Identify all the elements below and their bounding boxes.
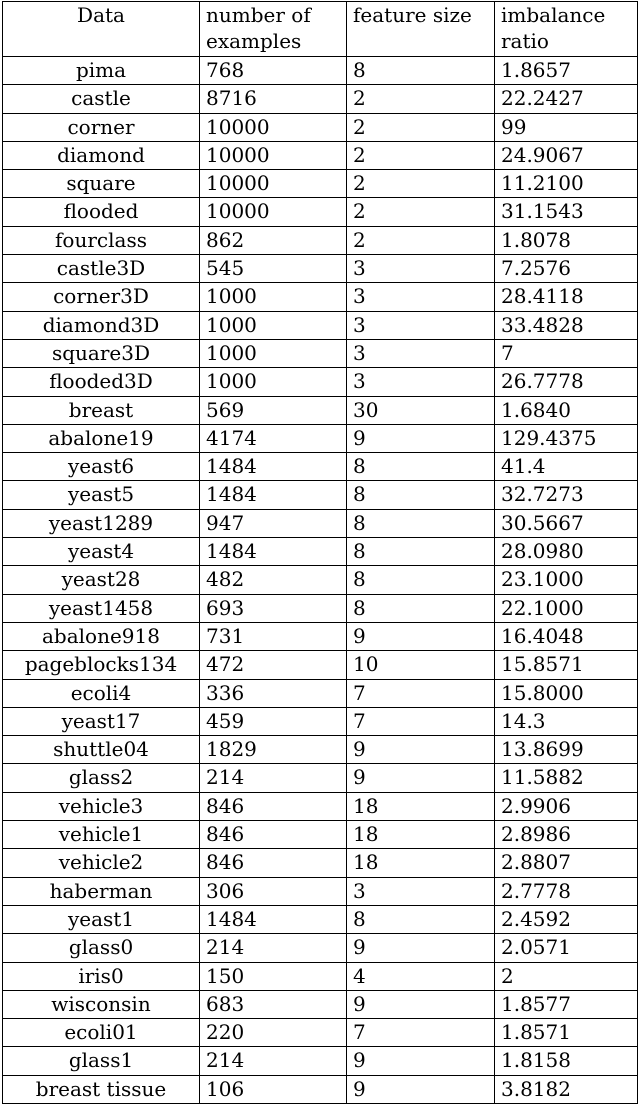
table-body (3, 57, 638, 1104)
header-data: Data (3, 2, 200, 57)
table-row (3, 736, 638, 764)
dataset-name-cell: corner (3, 113, 200, 141)
imbalance-ratio-cell: 2.0571 (495, 934, 638, 962)
feature-size-cell: 9 (347, 736, 495, 764)
feature-size-cell: 18 (347, 821, 495, 849)
examples-cell: 768 (200, 57, 347, 85)
feature-size-cell: 3 (347, 339, 495, 367)
table-row (3, 57, 638, 85)
table-row (3, 1075, 638, 1103)
dataset-name-cell: square3D (3, 339, 200, 367)
imbalance-ratio-cell: 1.8158 (495, 1047, 638, 1075)
feature-size-cell: 3 (347, 368, 495, 396)
feature-size-cell: 7 (347, 707, 495, 735)
dataset-name-cell: vehicle1 (3, 821, 200, 849)
table-row (3, 877, 638, 905)
examples-cell: 731 (200, 622, 347, 650)
table-row (3, 962, 638, 990)
table-row (3, 170, 638, 198)
dataset-name-cell: breast tissue (3, 1075, 200, 1103)
feature-size-cell: 9 (347, 424, 495, 452)
dataset-name-cell: fourclass (3, 226, 200, 254)
imbalance-ratio-cell: 129.4375 (495, 424, 638, 452)
table-row (3, 424, 638, 452)
imbalance-ratio-cell: 15.8000 (495, 679, 638, 707)
dataset-name-cell: yeast6 (3, 453, 200, 481)
dataset-name-cell: glass2 (3, 764, 200, 792)
header-row (3, 2, 638, 57)
examples-cell: 1484 (200, 538, 347, 566)
table-row (3, 339, 638, 367)
examples-cell: 1000 (200, 283, 347, 311)
dataset-name-cell: corner3D (3, 283, 200, 311)
table-row (3, 85, 638, 113)
imbalance-ratio-cell: 28.4118 (495, 283, 638, 311)
examples-cell: 4174 (200, 424, 347, 452)
examples-cell: 1484 (200, 453, 347, 481)
examples-cell: 545 (200, 255, 347, 283)
table-header (3, 2, 638, 57)
table-row (3, 396, 638, 424)
examples-cell: 1000 (200, 368, 347, 396)
feature-size-cell: 18 (347, 792, 495, 820)
table-row (3, 311, 638, 339)
table-row (3, 566, 638, 594)
table-row (3, 141, 638, 169)
dataset-name-cell: pageblocks134 (3, 651, 200, 679)
imbalance-ratio-cell: 2.7778 (495, 877, 638, 905)
feature-size-cell: 30 (347, 396, 495, 424)
examples-cell: 220 (200, 1019, 347, 1047)
table-row (3, 198, 638, 226)
dataset-name-cell: yeast4 (3, 538, 200, 566)
examples-cell: 683 (200, 990, 347, 1018)
dataset-name-cell: breast (3, 396, 200, 424)
feature-size-cell: 3 (347, 255, 495, 283)
imbalance-ratio-cell: 3.8182 (495, 1075, 638, 1103)
feature-size-cell: 9 (347, 764, 495, 792)
table-row (3, 481, 638, 509)
dataset-name-cell: ecoli4 (3, 679, 200, 707)
feature-size-cell: 3 (347, 283, 495, 311)
dataset-name-cell: yeast5 (3, 481, 200, 509)
feature-size-cell: 8 (347, 566, 495, 594)
imbalance-ratio-cell: 2.8986 (495, 821, 638, 849)
dataset-name-cell: diamond3D (3, 311, 200, 339)
dataset-name-cell: castle (3, 85, 200, 113)
table-row (3, 453, 638, 481)
dataset-name-cell: abalone19 (3, 424, 200, 452)
dataset-name-cell: square (3, 170, 200, 198)
table-row (3, 934, 638, 962)
examples-cell: 336 (200, 679, 347, 707)
examples-cell: 10000 (200, 198, 347, 226)
feature-size-cell: 8 (347, 538, 495, 566)
examples-cell: 1829 (200, 736, 347, 764)
dataset-name-cell: yeast1458 (3, 594, 200, 622)
examples-cell: 8716 (200, 85, 347, 113)
imbalance-ratio-cell: 1.6840 (495, 396, 638, 424)
feature-size-cell: 8 (347, 905, 495, 933)
feature-size-cell: 18 (347, 849, 495, 877)
imbalance-ratio-cell: 31.1543 (495, 198, 638, 226)
imbalance-ratio-cell: 1.8571 (495, 1019, 638, 1047)
feature-size-cell: 3 (347, 311, 495, 339)
dataset-name-cell: shuttle04 (3, 736, 200, 764)
imbalance-ratio-cell: 22.2427 (495, 85, 638, 113)
dataset-name-cell: vehicle2 (3, 849, 200, 877)
examples-cell: 214 (200, 934, 347, 962)
examples-cell: 10000 (200, 141, 347, 169)
imbalance-ratio-cell: 7.2576 (495, 255, 638, 283)
feature-size-cell: 8 (347, 481, 495, 509)
imbalance-ratio-cell: 41.4 (495, 453, 638, 481)
feature-size-cell: 2 (347, 226, 495, 254)
examples-cell: 10000 (200, 113, 347, 141)
feature-size-cell: 2 (347, 85, 495, 113)
imbalance-ratio-cell: 11.5882 (495, 764, 638, 792)
examples-cell: 150 (200, 962, 347, 990)
table-row (3, 255, 638, 283)
examples-cell: 1484 (200, 905, 347, 933)
imbalance-ratio-cell: 14.3 (495, 707, 638, 735)
imbalance-ratio-cell: 23.1000 (495, 566, 638, 594)
feature-size-cell: 9 (347, 622, 495, 650)
feature-size-cell: 2 (347, 170, 495, 198)
imbalance-ratio-cell: 28.0980 (495, 538, 638, 566)
dataset-name-cell: glass0 (3, 934, 200, 962)
table-row (3, 622, 638, 650)
table-row (3, 594, 638, 622)
feature-size-cell: 9 (347, 934, 495, 962)
imbalance-ratio-cell: 30.5667 (495, 509, 638, 537)
dataset-name-cell: yeast28 (3, 566, 200, 594)
imbalance-ratio-cell: 2.4592 (495, 905, 638, 933)
dataset-name-cell: pima (3, 57, 200, 85)
examples-cell: 214 (200, 1047, 347, 1075)
table-row (3, 792, 638, 820)
examples-cell: 106 (200, 1075, 347, 1103)
feature-size-cell: 9 (347, 1047, 495, 1075)
table-row (3, 1047, 638, 1075)
examples-cell: 846 (200, 849, 347, 877)
imbalance-ratio-cell: 1.8078 (495, 226, 638, 254)
examples-cell: 482 (200, 566, 347, 594)
feature-size-cell: 2 (347, 141, 495, 169)
feature-size-cell: 9 (347, 990, 495, 1018)
imbalance-ratio-cell: 24.9067 (495, 141, 638, 169)
examples-cell: 846 (200, 821, 347, 849)
dataset-name-cell: wisconsin (3, 990, 200, 1018)
table-row (3, 509, 638, 537)
dataset-name-cell: yeast17 (3, 707, 200, 735)
imbalance-ratio-cell: 32.7273 (495, 481, 638, 509)
imbalance-ratio-cell: 15.8571 (495, 651, 638, 679)
table-row (3, 679, 638, 707)
table-row (3, 990, 638, 1018)
imbalance-ratio-cell: 7 (495, 339, 638, 367)
examples-cell: 459 (200, 707, 347, 735)
feature-size-cell: 3 (347, 877, 495, 905)
examples-cell: 1000 (200, 339, 347, 367)
table-row (3, 905, 638, 933)
examples-cell: 862 (200, 226, 347, 254)
examples-cell: 1484 (200, 481, 347, 509)
examples-cell: 214 (200, 764, 347, 792)
dataset-name-cell: yeast1 (3, 905, 200, 933)
feature-size-cell: 2 (347, 113, 495, 141)
table-row (3, 283, 638, 311)
header-imbalance-ratio: imbalance ratio (495, 2, 638, 57)
table-row (3, 707, 638, 735)
imbalance-ratio-cell: 99 (495, 113, 638, 141)
imbalance-ratio-cell: 26.7778 (495, 368, 638, 396)
dataset-table (2, 1, 638, 1104)
table-row (3, 538, 638, 566)
feature-size-cell: 8 (347, 57, 495, 85)
imbalance-ratio-cell: 13.8699 (495, 736, 638, 764)
examples-cell: 306 (200, 877, 347, 905)
examples-cell: 693 (200, 594, 347, 622)
table-row (3, 821, 638, 849)
feature-size-cell: 2 (347, 198, 495, 226)
table-row (3, 764, 638, 792)
dataset-name-cell: flooded (3, 198, 200, 226)
examples-cell: 846 (200, 792, 347, 820)
table-row (3, 1019, 638, 1047)
imbalance-ratio-cell: 1.8657 (495, 57, 638, 85)
dataset-name-cell: iris0 (3, 962, 200, 990)
feature-size-cell: 7 (347, 1019, 495, 1047)
header-feature-size: feature size (347, 2, 495, 57)
feature-size-cell: 8 (347, 594, 495, 622)
examples-cell: 472 (200, 651, 347, 679)
imbalance-ratio-cell: 2.9906 (495, 792, 638, 820)
imbalance-ratio-cell: 2 (495, 962, 638, 990)
examples-cell: 947 (200, 509, 347, 537)
imbalance-ratio-cell: 2.8807 (495, 849, 638, 877)
table-row (3, 849, 638, 877)
dataset-name-cell: glass1 (3, 1047, 200, 1075)
dataset-name-cell: diamond (3, 141, 200, 169)
dataset-name-cell: castle3D (3, 255, 200, 283)
feature-size-cell: 4 (347, 962, 495, 990)
examples-cell: 1000 (200, 311, 347, 339)
header-number-of-examples: number of examples (200, 2, 347, 57)
imbalance-ratio-cell: 1.8577 (495, 990, 638, 1018)
imbalance-ratio-cell: 16.4048 (495, 622, 638, 650)
table-row (3, 368, 638, 396)
feature-size-cell: 8 (347, 509, 495, 537)
table-row (3, 226, 638, 254)
dataset-name-cell: flooded3D (3, 368, 200, 396)
imbalance-ratio-cell: 33.4828 (495, 311, 638, 339)
table-row (3, 113, 638, 141)
dataset-name-cell: vehicle3 (3, 792, 200, 820)
dataset-name-cell: haberman (3, 877, 200, 905)
examples-cell: 10000 (200, 170, 347, 198)
dataset-name-cell: abalone918 (3, 622, 200, 650)
feature-size-cell: 7 (347, 679, 495, 707)
imbalance-ratio-cell: 11.2100 (495, 170, 638, 198)
examples-cell: 569 (200, 396, 347, 424)
dataset-name-cell: yeast1289 (3, 509, 200, 537)
imbalance-ratio-cell: 22.1000 (495, 594, 638, 622)
feature-size-cell: 9 (347, 1075, 495, 1103)
dataset-name-cell: ecoli01 (3, 1019, 200, 1047)
feature-size-cell: 10 (347, 651, 495, 679)
feature-size-cell: 8 (347, 453, 495, 481)
table-row (3, 651, 638, 679)
